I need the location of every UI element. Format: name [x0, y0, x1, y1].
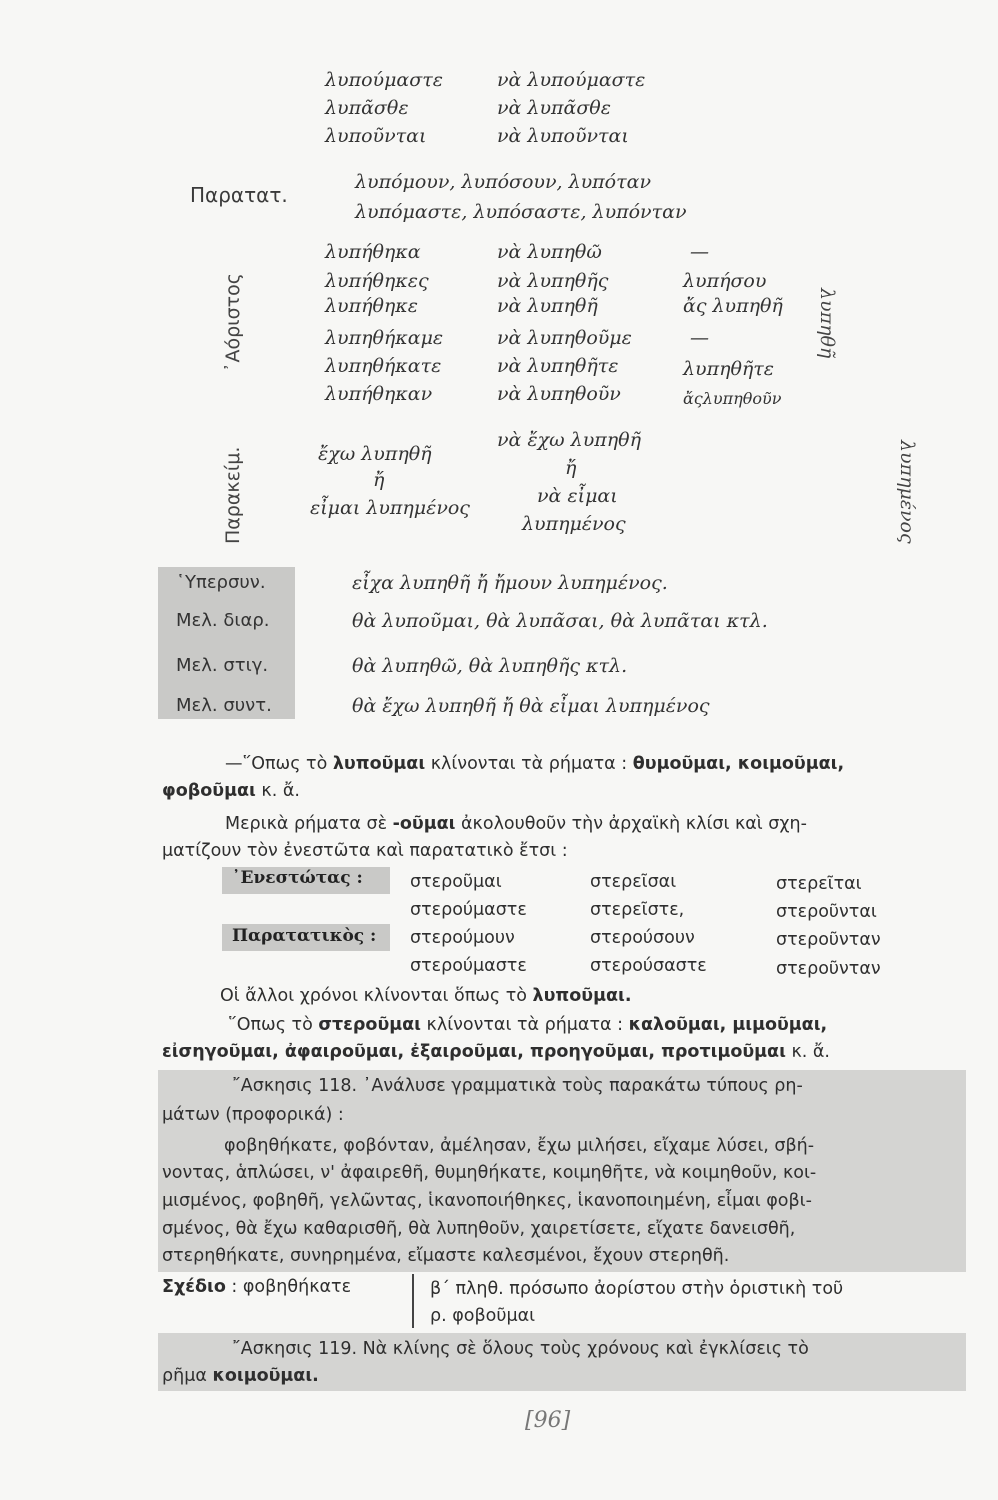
present-form: στεροῦνται	[776, 902, 877, 922]
exercise-118-line6: σμένος, θὰ ἔχω καθαρισθῆ, θὰ λυπηθοῦν, χαιρετίσετε, εἴχατε δανεισθῆ,	[162, 1219, 796, 1239]
aorist-ind: λυπήθηκες	[325, 270, 429, 292]
present-form: στεροῦμαι	[410, 872, 502, 892]
imperfect-line-2: λυπόμαστε, λυπόσαστε, λυπόνταν	[355, 201, 687, 223]
aorist-ind: λυπήθηκα	[325, 241, 421, 263]
schedio-divider	[412, 1274, 414, 1328]
tense-form: θὰ λυποῦμαι, θὰ λυπᾶσαι, θὰ λυπᾶται κτλ.	[352, 610, 768, 632]
perfect-subj-2: νὰ εἶμαι	[537, 485, 618, 507]
perfect-subj-or: ἤ	[565, 457, 577, 479]
schedio-desc-1: β΄ πληθ. πρόσωπο ἀορίστου στὴν ὁριστικὴ τοῦ	[430, 1279, 844, 1299]
para2-line2: ματίζουν τὸν ἐνεστῶτα καὶ παρατατικὸ ἔτσι :	[162, 841, 568, 861]
tense-label: Μελ. στιγ.	[176, 655, 269, 676]
perfect-label: Παρακείμ.	[222, 446, 244, 544]
exercise-118-line3: φοβηθήκατε, φοβόνταν, ἀμέλησαν, ἔχω μιλήσει, εἴχαμε λύσει, σβή-	[224, 1136, 815, 1156]
tense-form: θὰ ἔχω λυπηθῆ ἤ θὰ εἶμαι λυπημένος	[352, 695, 710, 717]
aorist-ind: λυπήθηκαν	[325, 383, 433, 405]
present-subj-row: νὰ λυπούμαστε	[497, 69, 646, 91]
para4-line2: εἰσηγοῦμαι, ἀφαιροῦμαι, ἐξαιροῦμαι, προηγοῦμαι, προτιμοῦμαι κ. ἄ.	[162, 1042, 830, 1062]
present-form: στερεῖσαι	[590, 872, 677, 892]
aorist-label: ᾿Αόριστος	[222, 273, 244, 372]
imperfect-form: στεροῦνταν	[776, 959, 881, 979]
aorist-imp: λυπηθῆτε	[683, 358, 774, 380]
aorist-imp: —	[690, 241, 709, 263]
aorist-subj: νὰ λυπηθῆς	[497, 270, 609, 292]
imperfect-label: Παρατατ.	[190, 183, 288, 207]
aorist-subj: νὰ λυπηθοῦν	[497, 383, 621, 405]
perfect-subj-1: νὰ ἔχω λυπηθῆ	[497, 429, 641, 451]
schedio-desc-2: ρ. φοβοῦμαι	[430, 1306, 536, 1326]
present-box-label: ᾿Ενεστώτας :	[232, 868, 363, 888]
exercise-119-line1: ῎Ασκησις 119. Νὰ κλίνης σὲ ὅλους τοὺς χρόνους καὶ ἐγκλίσεις τὸ	[232, 1339, 809, 1359]
imperfect-form: στερούσουν	[590, 928, 695, 948]
aorist-ind: λυπηθήκαμε	[325, 327, 444, 349]
aorist-imp: ἄςλυπηθοῦν	[683, 389, 782, 408]
exercise-119-line2: ρῆμα κοιμοῦμαι.	[162, 1366, 319, 1386]
schedio-term: Σχέδιο : φοβηθήκατε	[162, 1277, 352, 1297]
aorist-imp: ἄς λυπηθῆ	[683, 295, 783, 317]
perfect-ind-2: εἶμαι λυπημένος	[310, 497, 470, 519]
imperfect-form: στεροῦνταν	[776, 930, 881, 950]
page-number: [96]	[525, 1408, 571, 1433]
imperfect-box-label: Παρατατικὸς :	[232, 926, 377, 946]
imperfect-form: στερούμουν	[410, 928, 515, 948]
aorist-imp: —	[690, 327, 709, 349]
perfect-participle: λυπημένος	[896, 440, 918, 544]
exercise-118-line7: στερηθήκατε, συνηρημένα, εἴμαστε καλεσμένοι, ἔχουν στερηθῆ.	[162, 1246, 730, 1266]
exercise-118-line1: ῎Ασκησις 118. ᾿Ανάλυσε γραμματικὰ τοὺς παρακάτω τύπους ρη-	[232, 1076, 803, 1096]
imperfect-form: στερούμαστε	[410, 956, 527, 976]
para2-line1: Μερικὰ ρήματα σὲ -οῦμαι ἀκολουθοῦν τὴν ἀρχαϊκὴ κλίσι καὶ σχη-	[225, 814, 807, 834]
para3: Οἱ ἄλλοι χρόνοι κλίνονται ὅπως τὸ λυποῦμαι.	[220, 986, 632, 1006]
tense-form: θὰ λυπηθῶ, θὰ λυπηθῆς κτλ.	[352, 655, 628, 677]
present-form: στερεῖστε,	[590, 900, 685, 920]
aorist-participle: λυπηθῆ	[816, 288, 838, 359]
present-ind-row: λυπούμαστε	[325, 69, 443, 91]
present-ind-row: λυπᾶσθε	[325, 97, 409, 119]
imperfect-form: στερούσαστε	[590, 956, 707, 976]
aorist-ind: λυπηθήκατε	[325, 355, 442, 377]
para1-line2: φοβοῦμαι κ. ἄ.	[162, 781, 300, 801]
aorist-subj: νὰ λυπηθοῦμε	[497, 327, 632, 349]
aorist-subj: νὰ λυπηθῆ	[497, 295, 598, 317]
present-subj-row: νὰ λυπᾶσθε	[497, 97, 611, 119]
tense-label: Μελ. συντ.	[176, 695, 272, 716]
exercise-118-line5: μισμένος, φοβηθῆ, γελῶντας, ἱκανοποιήθηκες, ἱκανοποιημένη, εἶμαι φοβι-	[162, 1191, 812, 1211]
exercise-118-line2: μάτων (προφορικά) :	[162, 1105, 344, 1125]
imperfect-line-1: λυπόμουν, λυπόσουν, λυπόταν	[355, 171, 652, 193]
aorist-imp: λυπήσου	[683, 270, 767, 292]
exercise-118-line4: νοντας, ἁπλώσει, ν' ἀφαιρεθῆ, θυμηθήκατε, κοιμηθῆτε, νὰ κοιμηθοῦν, κοι-	[162, 1163, 817, 1183]
tense-label: Μελ. διαρ.	[176, 610, 270, 631]
present-form: στερεῖται	[776, 874, 862, 894]
present-subj-row: νὰ λυποῦνται	[497, 125, 629, 147]
perfect-ind-1: ἔχω λυπηθῆ	[318, 443, 432, 465]
tense-label: ῾Υπερσυν.	[176, 572, 266, 593]
present-form: στερούμαστε	[410, 900, 527, 920]
aorist-subj: νὰ λυπηθῶ	[497, 241, 602, 263]
tense-form: εἶχα λυπηθῆ ἤ ἤμουν λυπημένος.	[352, 572, 668, 594]
aorist-ind: λυπήθηκε	[325, 295, 418, 317]
perfect-subj-3: λυπημένος	[522, 513, 626, 535]
perfect-ind-or: ἤ	[373, 469, 385, 491]
para1-line1: —῞Οπως τὸ λυποῦμαι κλίνονται τὰ ρήματα : θυμοῦμαι, κοιμοῦμαι,	[225, 754, 845, 774]
present-ind-row: λυποῦνται	[325, 125, 427, 147]
aorist-subj: νὰ λυπηθῆτε	[497, 355, 619, 377]
para4-line1: ῞Οπως τὸ στεροῦμαι κλίνονται τὰ ρήματα : καλοῦμαι, μιμοῦμαι,	[228, 1015, 828, 1035]
